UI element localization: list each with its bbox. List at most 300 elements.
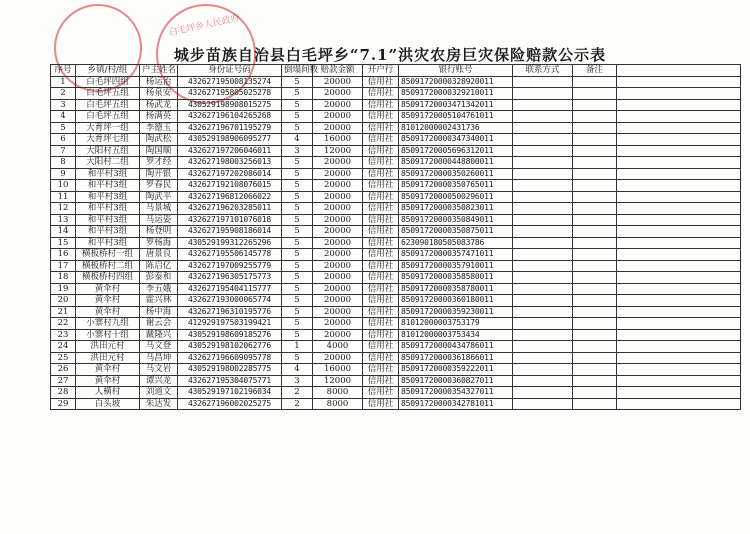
cell-amount: 20000	[313, 157, 363, 169]
cell-account: 85091720000360180011	[399, 295, 513, 307]
cell-location: 大育坪一组	[76, 122, 140, 134]
table-row	[51, 249, 741, 261]
cell-name: 罗才经	[140, 157, 178, 169]
cell-contact	[513, 191, 573, 203]
cell-index: 20	[51, 295, 76, 307]
table-row	[51, 168, 741, 180]
cell-blank	[617, 272, 741, 284]
cell-bank: 信用社	[363, 88, 399, 100]
cell-blank	[617, 364, 741, 376]
cell-id-number: 430529198906095277	[178, 134, 282, 146]
cell-account: 85091720000350823011	[399, 203, 513, 215]
cell-remark	[573, 318, 617, 330]
cell-id-number: 432627195805025278	[178, 88, 282, 100]
table-row	[51, 88, 741, 100]
table-row	[51, 375, 741, 387]
cell-account: 85091720000347340011	[399, 134, 513, 146]
cell-location: 和平村3组	[76, 237, 140, 249]
cell-name: 罗杨海	[140, 237, 178, 249]
cell-contact	[513, 157, 573, 169]
cell-id-number: 432627193000065774	[178, 295, 282, 307]
cell-collapsed-rooms: 5	[282, 237, 313, 249]
cell-amount: 20000	[313, 237, 363, 249]
header-contact: 联系方式	[513, 65, 573, 77]
compensation-table	[50, 64, 741, 410]
cell-index: 7	[51, 145, 76, 157]
cell-account: 85091720000350260011	[399, 168, 513, 180]
cell-name: 戴隆兴	[140, 329, 178, 341]
cell-amount: 20000	[313, 260, 363, 272]
cell-id-number: 432627195506145778	[178, 249, 282, 261]
cell-bank: 信用社	[363, 329, 399, 341]
cell-id-number: 432627196812066022	[178, 191, 282, 203]
cell-id-number: 432627197009255779	[178, 260, 282, 272]
cell-amount: 20000	[313, 295, 363, 307]
cell-contact	[513, 306, 573, 318]
cell-amount: 20000	[313, 191, 363, 203]
table-row	[51, 122, 741, 134]
cell-name: 马景城	[140, 203, 178, 215]
cell-contact	[513, 203, 573, 215]
cell-remark	[573, 329, 617, 341]
cell-location: 洪田元村	[76, 352, 140, 364]
seal-text: 白毛坪乡人民政府	[168, 13, 241, 39]
cell-collapsed-rooms: 5	[282, 226, 313, 238]
cell-index: 24	[51, 341, 76, 353]
cell-id-number: 432627196203285011	[178, 203, 282, 215]
table-row	[51, 180, 741, 192]
cell-index: 4	[51, 111, 76, 123]
cell-account: 85091720000359222011	[399, 364, 513, 376]
cell-remark	[573, 214, 617, 226]
cell-collapsed-rooms: 3	[282, 145, 313, 157]
cell-amount: 20000	[313, 122, 363, 134]
table-row	[51, 260, 741, 272]
cell-amount: 20000	[313, 318, 363, 330]
cell-account: 81012000002431736	[399, 122, 513, 134]
cell-remark	[573, 122, 617, 134]
cell-collapsed-rooms: 5	[282, 260, 313, 272]
cell-contact	[513, 375, 573, 387]
cell-collapsed-rooms: 5	[282, 180, 313, 192]
cell-amount: 20000	[313, 226, 363, 238]
cell-collapsed-rooms: 5	[282, 157, 313, 169]
cell-name: 马文登	[140, 341, 178, 353]
cell-contact	[513, 134, 573, 146]
cell-collapsed-rooms: 5	[282, 99, 313, 111]
cell-id-number: 432627195008135274	[178, 76, 282, 88]
cell-name: 杨运治	[140, 76, 178, 88]
cell-location: 小寨村十组	[76, 329, 140, 341]
cell-account: 85091720000329210011	[399, 88, 513, 100]
cell-bank: 信用社	[363, 341, 399, 353]
cell-account: 85091720000448800011	[399, 157, 513, 169]
cell-location: 和平村3组	[76, 203, 140, 215]
cell-remark	[573, 237, 617, 249]
cell-blank	[617, 329, 741, 341]
cell-location: 横板桥村二组	[76, 260, 140, 272]
cell-id-number: 432627195908186014	[178, 226, 282, 238]
table-row	[51, 318, 741, 330]
cell-amount: 20000	[313, 76, 363, 88]
cell-location: 和平村3组	[76, 214, 140, 226]
cell-index: 25	[51, 352, 76, 364]
cell-blank	[617, 306, 741, 318]
cell-contact	[513, 145, 573, 157]
cell-index: 14	[51, 226, 76, 238]
cell-blank	[617, 249, 741, 261]
cell-bank: 信用社	[363, 249, 399, 261]
cell-name: 杨中海	[140, 306, 178, 318]
cell-amount: 20000	[313, 283, 363, 295]
table-row	[51, 226, 741, 238]
cell-blank	[617, 203, 741, 215]
cell-bank: 信用社	[363, 364, 399, 376]
cell-location: 和平村3组	[76, 168, 140, 180]
cell-index: 15	[51, 237, 76, 249]
cell-name: 唐景良	[140, 249, 178, 261]
cell-blank	[617, 99, 741, 111]
cell-contact	[513, 260, 573, 272]
cell-bank: 信用社	[363, 283, 399, 295]
cell-blank	[617, 191, 741, 203]
cell-index: 21	[51, 306, 76, 318]
cell-contact	[513, 214, 573, 226]
cell-amount: 8000	[313, 387, 363, 399]
header-collapsed-rooms: 倒塌间数	[282, 65, 313, 77]
cell-contact	[513, 341, 573, 353]
cell-blank	[617, 398, 741, 410]
cell-collapsed-rooms: 5	[282, 214, 313, 226]
cell-remark	[573, 387, 617, 399]
cell-id-number: 432627196104265268	[178, 111, 282, 123]
cell-name: 杨武龙	[140, 99, 178, 111]
cell-collapsed-rooms: 5	[282, 295, 313, 307]
cell-bank: 信用社	[363, 111, 399, 123]
cell-amount: 20000	[313, 88, 363, 100]
cell-id-number: 432627192108076015	[178, 180, 282, 192]
cell-blank	[617, 226, 741, 238]
cell-account: 85091720000357471011	[399, 249, 513, 261]
cell-collapsed-rooms: 5	[282, 76, 313, 88]
header-index: 序号	[51, 65, 76, 77]
cell-contact	[513, 318, 573, 330]
cell-contact	[513, 99, 573, 111]
cell-location: 洪田元村	[76, 341, 140, 353]
cell-index: 16	[51, 249, 76, 261]
cell-bank: 信用社	[363, 76, 399, 88]
cell-collapsed-rooms: 4	[282, 364, 313, 376]
cell-location: 黄伞村	[76, 364, 140, 376]
cell-contact	[513, 398, 573, 410]
cell-blank	[617, 88, 741, 100]
cell-name: 杨登明	[140, 226, 178, 238]
cell-account: 85091720005104761011	[399, 111, 513, 123]
cell-id-number: 432627195304075771	[178, 375, 282, 387]
cell-contact	[513, 122, 573, 134]
cell-amount: 20000	[313, 214, 363, 226]
cell-remark	[573, 249, 617, 261]
cell-remark	[573, 226, 617, 238]
cell-name: 霍兴林	[140, 295, 178, 307]
cell-amount: 16000	[313, 364, 363, 376]
cell-name: 陶武松	[140, 134, 178, 146]
cell-id-number: 432627196310195776	[178, 306, 282, 318]
cell-amount: 20000	[313, 111, 363, 123]
cell-collapsed-rooms: 2	[282, 398, 313, 410]
cell-bank: 信用社	[363, 214, 399, 226]
cell-name: 李五娥	[140, 283, 178, 295]
cell-index: 12	[51, 203, 76, 215]
cell-collapsed-rooms: 3	[282, 375, 313, 387]
cell-blank	[617, 122, 741, 134]
table-row	[51, 191, 741, 203]
cell-bank: 信用社	[363, 387, 399, 399]
cell-amount: 20000	[313, 203, 363, 215]
cell-account: 85091720000354327011	[399, 387, 513, 399]
cell-bank: 信用社	[363, 318, 399, 330]
cell-contact	[513, 295, 573, 307]
cell-account: 85091720003471342011	[399, 99, 513, 111]
cell-blank	[617, 134, 741, 146]
cell-collapsed-rooms: 5	[282, 329, 313, 341]
cell-bank: 信用社	[363, 180, 399, 192]
cell-bank: 信用社	[363, 295, 399, 307]
cell-amount: 12000	[313, 375, 363, 387]
cell-remark	[573, 88, 617, 100]
cell-bank: 信用社	[363, 352, 399, 364]
cell-collapsed-rooms: 1	[282, 341, 313, 353]
cell-remark	[573, 295, 617, 307]
cell-contact	[513, 272, 573, 284]
table-row	[51, 157, 741, 169]
cell-account: 85091720000434786011	[399, 341, 513, 353]
cell-name: 马昌坤	[140, 352, 178, 364]
cell-bank: 信用社	[363, 145, 399, 157]
cell-collapsed-rooms: 5	[282, 352, 313, 364]
cell-blank	[617, 237, 741, 249]
table-row	[51, 272, 741, 284]
cell-id-number: 432627197206046011	[178, 145, 282, 157]
cell-location: 小寨村九组	[76, 318, 140, 330]
header-bank: 开户行	[363, 65, 399, 77]
cell-account: 85091720000500296011	[399, 191, 513, 203]
cell-contact	[513, 352, 573, 364]
cell-contact	[513, 180, 573, 192]
table-row	[51, 306, 741, 318]
cell-location: 和平村3组	[76, 191, 140, 203]
cell-contact	[513, 168, 573, 180]
cell-account: 85091720000328920011	[399, 76, 513, 88]
cell-id-number: 430529197102196034	[178, 387, 282, 399]
cell-index: 28	[51, 387, 76, 399]
header-amount: 赔款金额	[313, 65, 363, 77]
cell-name: 陶国顺	[140, 145, 178, 157]
cell-blank	[617, 283, 741, 295]
cell-blank	[617, 295, 741, 307]
cell-name: 谭兴龙	[140, 375, 178, 387]
header-remark: 备注	[573, 65, 617, 77]
cell-index: 26	[51, 364, 76, 376]
cell-bank: 信用社	[363, 398, 399, 410]
cell-id-number: 432627196002025275	[178, 398, 282, 410]
cell-remark	[573, 272, 617, 284]
cell-bank: 信用社	[363, 157, 399, 169]
cell-location: 和平村3组	[76, 180, 140, 192]
cell-account: 81012000003753434	[399, 329, 513, 341]
cell-remark	[573, 203, 617, 215]
cell-account: 85091720000358780011	[399, 283, 513, 295]
cell-blank	[617, 341, 741, 353]
cell-location: 横板桥村四组	[76, 272, 140, 284]
cell-bank: 信用社	[363, 191, 399, 203]
header-account: 银行账号	[399, 65, 513, 77]
cell-remark	[573, 145, 617, 157]
cell-amount: 20000	[313, 352, 363, 364]
cell-amount: 20000	[313, 99, 363, 111]
cell-collapsed-rooms: 5	[282, 249, 313, 261]
cell-index: 1	[51, 76, 76, 88]
cell-remark	[573, 191, 617, 203]
cell-amount: 4000	[313, 341, 363, 353]
cell-bank: 信用社	[363, 226, 399, 238]
cell-remark	[573, 168, 617, 180]
cell-index: 11	[51, 191, 76, 203]
table-header-row	[51, 65, 741, 77]
cell-id-number: 430529198908015275	[178, 99, 282, 111]
cell-bank: 信用社	[363, 272, 399, 284]
cell-location: 横板桥村一组	[76, 249, 140, 261]
cell-name: 杨泉安	[140, 88, 178, 100]
table-row	[51, 134, 741, 146]
cell-index: 18	[51, 272, 76, 284]
cell-contact	[513, 76, 573, 88]
cell-account: 85091720000350849011	[399, 214, 513, 226]
cell-remark	[573, 352, 617, 364]
cell-id-number: 432627197101076018	[178, 214, 282, 226]
cell-remark	[573, 99, 617, 111]
cell-blank	[617, 180, 741, 192]
cell-remark	[573, 341, 617, 353]
cell-blank	[617, 214, 741, 226]
table-row	[51, 203, 741, 215]
cell-amount: 20000	[313, 306, 363, 318]
cell-contact	[513, 111, 573, 123]
cell-collapsed-rooms: 4	[282, 134, 313, 146]
cell-id-number: 430529198102062776	[178, 341, 282, 353]
cell-remark	[573, 283, 617, 295]
cell-blank	[617, 352, 741, 364]
cell-index: 27	[51, 375, 76, 387]
cell-amount: 20000	[313, 249, 363, 261]
table-row	[51, 99, 741, 111]
cell-collapsed-rooms: 5	[282, 272, 313, 284]
table-row	[51, 283, 741, 295]
cell-amount: 16000	[313, 134, 363, 146]
cell-index: 22	[51, 318, 76, 330]
cell-name: 陈启亿	[140, 260, 178, 272]
cell-blank	[617, 168, 741, 180]
cell-contact	[513, 249, 573, 261]
cell-contact	[513, 364, 573, 376]
cell-bank: 信用社	[363, 306, 399, 318]
cell-contact	[513, 283, 573, 295]
cell-amount: 20000	[313, 168, 363, 180]
cell-index: 23	[51, 329, 76, 341]
cell-collapsed-rooms: 5	[282, 203, 313, 215]
cell-bank: 信用社	[363, 237, 399, 249]
cell-account: 85091720000350765011	[399, 180, 513, 192]
cell-account: 85091720000359230011	[399, 306, 513, 318]
cell-blank	[617, 387, 741, 399]
cell-location: 大育坪七组	[76, 134, 140, 146]
cell-account: 85091720000358580011	[399, 272, 513, 284]
cell-index: 5	[51, 122, 76, 134]
table-row	[51, 341, 741, 353]
cell-collapsed-rooms: 5	[282, 191, 313, 203]
cell-name: 朱达发	[140, 398, 178, 410]
cell-remark	[573, 375, 617, 387]
cell-location: 白毛坪四组	[76, 76, 140, 88]
header-id-number: 身份证号码	[178, 65, 282, 77]
cell-account: 623090180505083786	[399, 237, 513, 249]
cell-collapsed-rooms: 5	[282, 122, 313, 134]
cell-contact	[513, 88, 573, 100]
table-row	[51, 364, 741, 376]
cell-blank	[617, 111, 741, 123]
cell-contact	[513, 387, 573, 399]
table-row	[51, 145, 741, 157]
cell-collapsed-rooms: 5	[282, 111, 313, 123]
cell-remark	[573, 76, 617, 88]
cell-account: 85091720000361866011	[399, 352, 513, 364]
cell-id-number: 432627195404115777	[178, 283, 282, 295]
cell-name: 谢云会	[140, 318, 178, 330]
cell-name: 彭泰和	[140, 272, 178, 284]
cell-location: 大阳村五组	[76, 145, 140, 157]
table-row	[51, 398, 741, 410]
cell-index: 29	[51, 398, 76, 410]
cell-account: 81012000003753179	[399, 318, 513, 330]
table-row	[51, 214, 741, 226]
cell-amount: 8000	[313, 398, 363, 410]
cell-name: 罗春民	[140, 180, 178, 192]
cell-remark	[573, 364, 617, 376]
table-row	[51, 76, 741, 88]
cell-id-number: 430529198002285775	[178, 364, 282, 376]
cell-location: 白毛坪五组	[76, 99, 140, 111]
cell-name: 杨满英	[140, 111, 178, 123]
header-blank	[617, 65, 741, 77]
cell-name: 李德玉	[140, 122, 178, 134]
document-title: 城步苗族自治县白毛坪乡“7.1”洪灾农房巨灾保险赔款公示表	[173, 46, 607, 64]
cell-id-number: 412929197503199421	[178, 318, 282, 330]
cell-location: 大阳村二组	[76, 157, 140, 169]
cell-id-number: 432627198003256013	[178, 157, 282, 169]
cell-index: 10	[51, 180, 76, 192]
table-row	[51, 295, 741, 307]
cell-location: 白头坡	[76, 398, 140, 410]
cell-location: 黄伞村	[76, 283, 140, 295]
table-row	[51, 329, 741, 341]
cell-location: 黄伞村	[76, 295, 140, 307]
cell-name: 马文岩	[140, 364, 178, 376]
cell-remark	[573, 306, 617, 318]
cell-index: 13	[51, 214, 76, 226]
table-row	[51, 387, 741, 399]
cell-collapsed-rooms: 5	[282, 168, 313, 180]
cell-bank: 信用社	[363, 375, 399, 387]
